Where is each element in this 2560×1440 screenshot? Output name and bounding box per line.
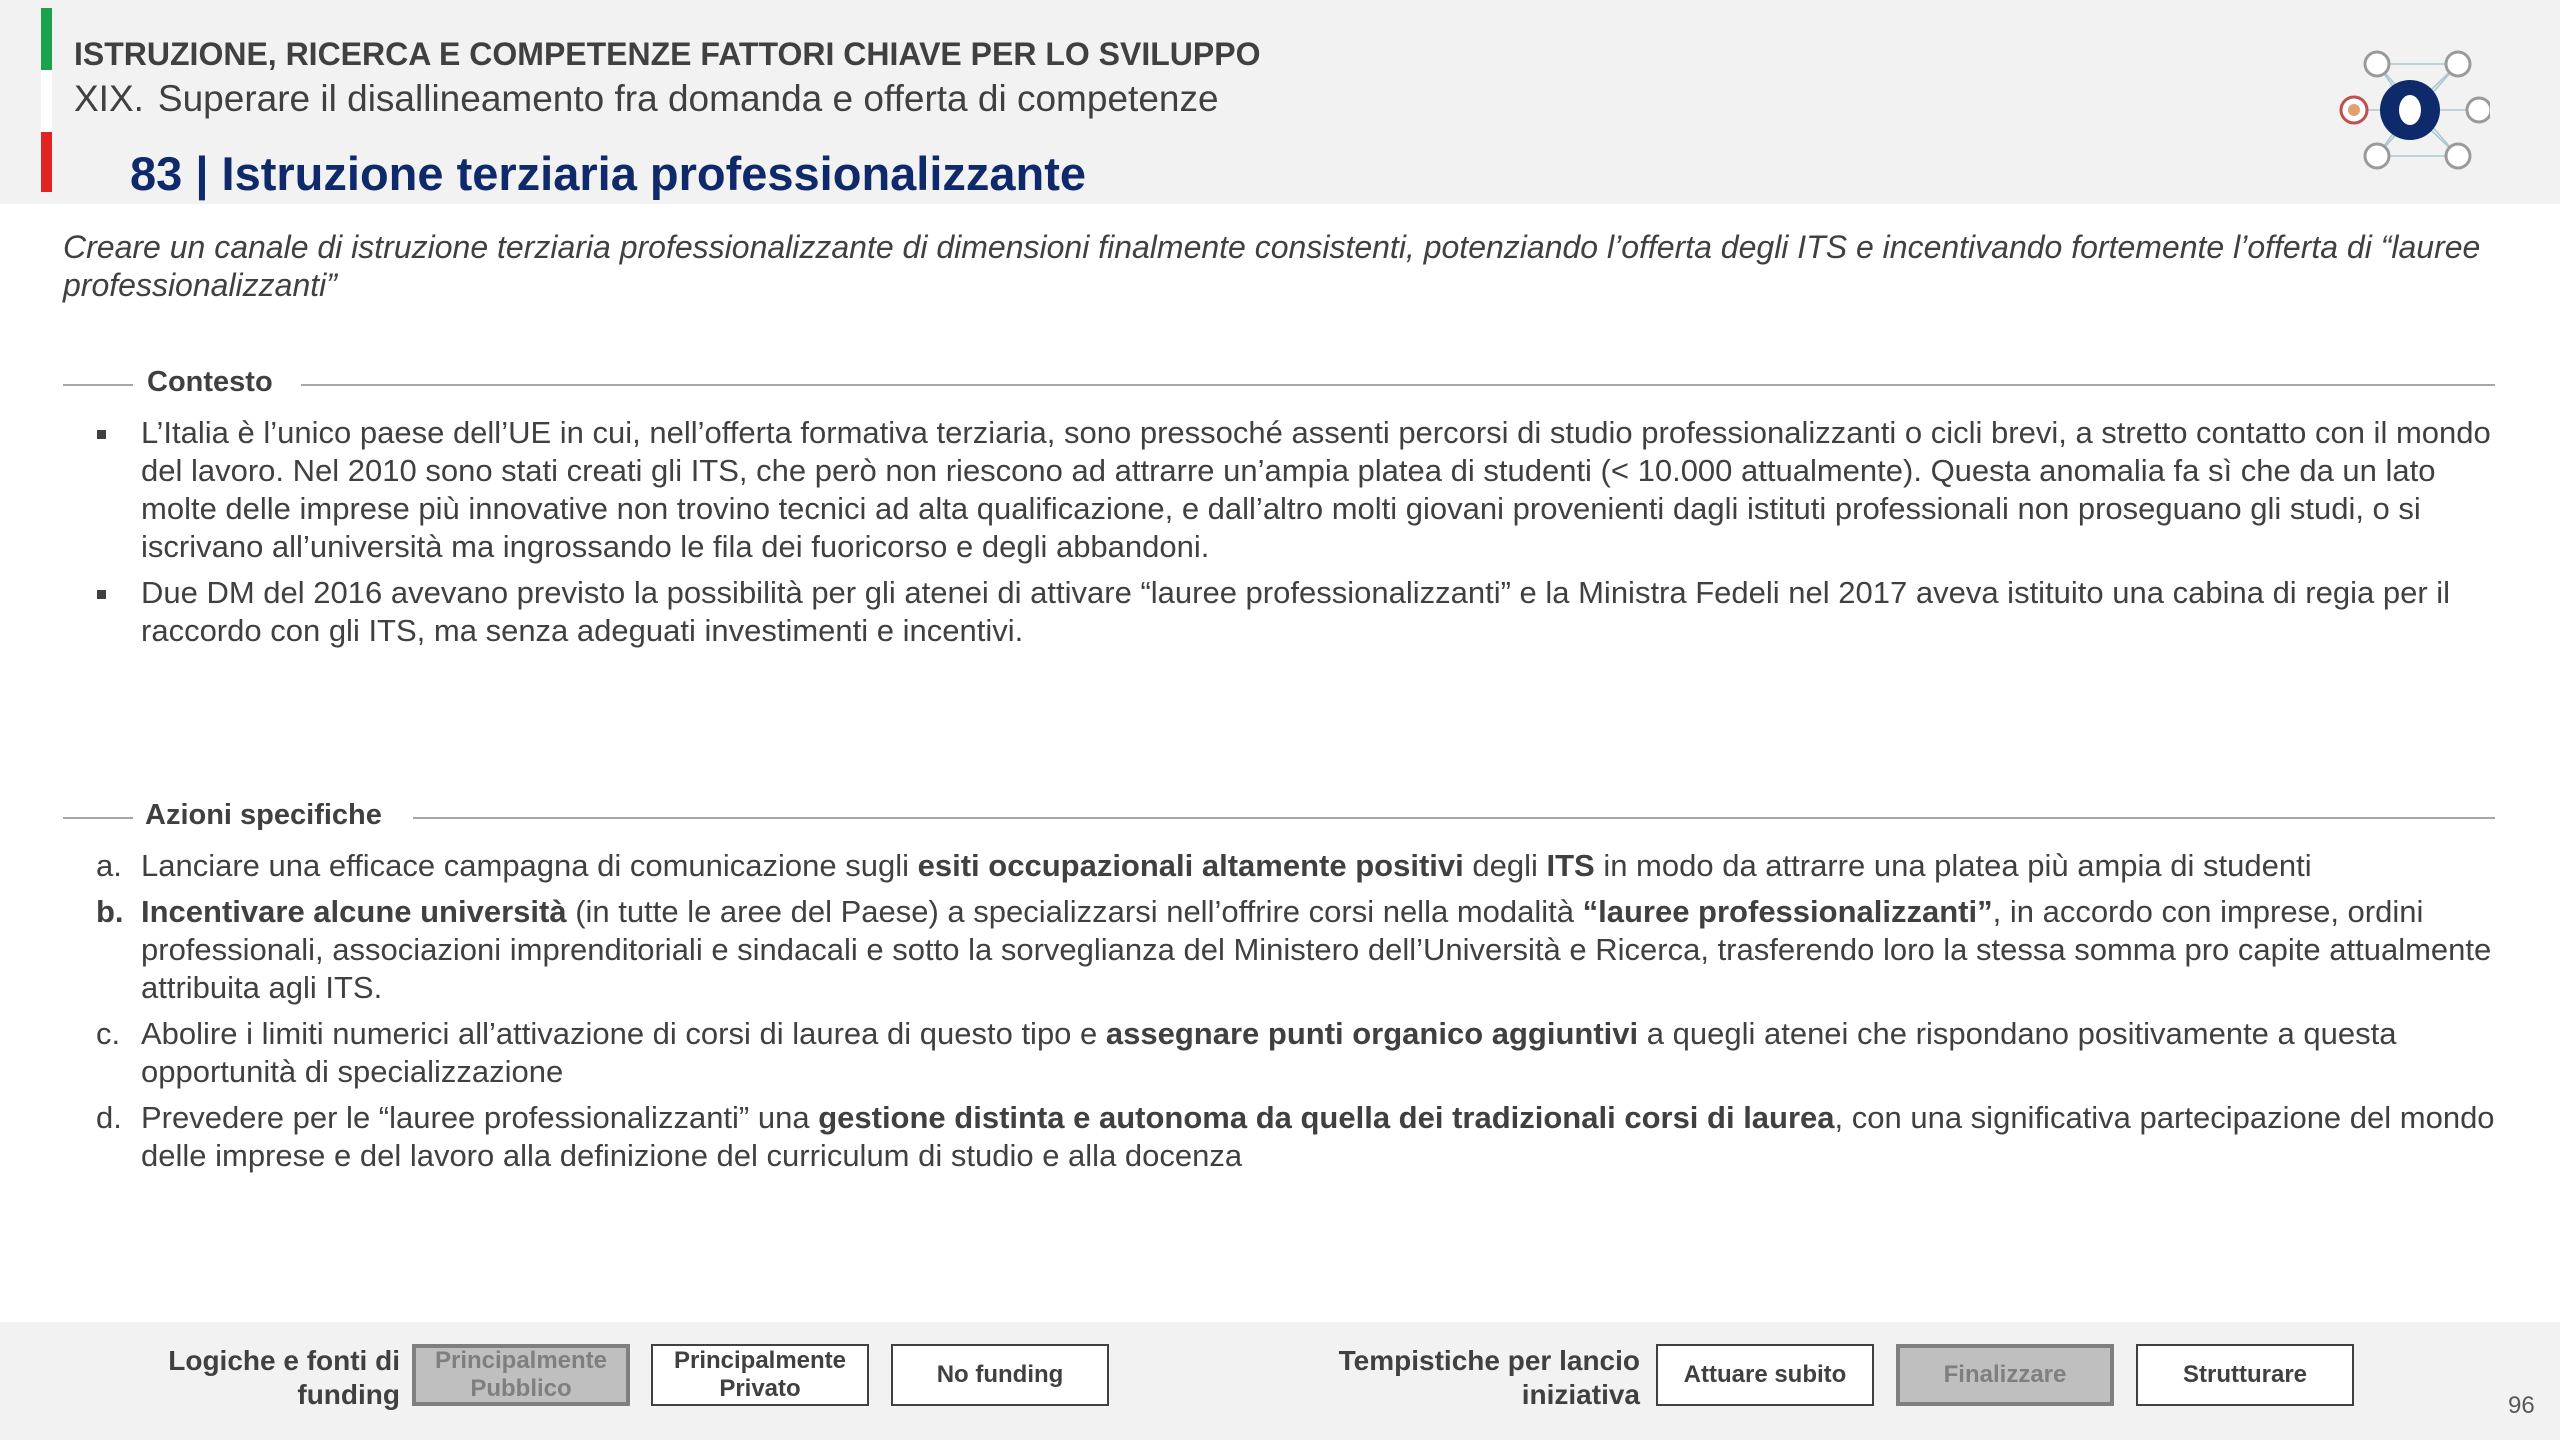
timing-option-strutturare[interactable] xyxy=(2136,1344,2354,1406)
contesto-section-header xyxy=(63,364,2495,404)
funding-option-principalmente-privato[interactable] xyxy=(651,1344,869,1406)
section-title xyxy=(74,78,1219,120)
item-letter: c. xyxy=(96,1016,121,1051)
divider-line xyxy=(301,384,2495,386)
flag-stripe-green xyxy=(41,8,52,70)
item-text: , con una significativa partecipazione del mondo delle imprese e del lavoro alla definizione del curriculum di studio e alla docenza xyxy=(141,1100,2495,1173)
contesto-label: Contesto xyxy=(147,366,273,398)
item-letter: b. xyxy=(96,894,124,929)
item-text: in modo da attrarre una platea più ampia di studenti xyxy=(1594,848,2312,883)
slide-subtitle: Creare un canale di istruzione terziaria professionalizzante di dimensioni finalmente consistenti, potenziando l’offerta degli ITS e incentivando fortemente l’offerta di “lauree professionalizzanti” xyxy=(63,229,2481,303)
option-label: Privato xyxy=(719,1375,801,1402)
item-emphasis: gestione distinta e autonoma da quella dei tradizionali corsi di laurea xyxy=(818,1100,1835,1135)
timing-option-attuare-subito[interactable] xyxy=(1656,1344,1874,1406)
item-emphasis: assegnare punti organico aggiuntivi xyxy=(1105,1016,1639,1051)
item-emphasis: “lauree professionalizzanti” xyxy=(1582,894,1993,929)
option-label: Principalmente xyxy=(673,1347,847,1374)
list-item xyxy=(90,847,2510,885)
timing-label-line: iniziativa xyxy=(1521,1379,1640,1410)
section-title-text: Superare il disallineamento fra domanda e offerta di competenze xyxy=(157,78,1219,119)
timing-label xyxy=(1280,1344,1640,1412)
item-text: Abolire i limiti numerici all’attivazione di corsi di laurea di questo tipo e xyxy=(141,1016,1106,1051)
item-text: Lanciare una efficace campagna di comunicazione sugli xyxy=(141,848,918,883)
azioni-section-header xyxy=(63,797,2495,837)
square-bullet-icon xyxy=(97,430,106,439)
list-item xyxy=(90,893,2510,1007)
bullet-text: Due DM del 2016 avevano previsto la possibilità per gli atenei di attivare “lauree professionalizzanti” e la Ministra Fedeli nel 2017 aveva istituito una cabina di regia per il raccordo con gli ITS, ma senza adeguati investimenti e incentivi. xyxy=(141,575,2451,648)
item-text: , in accordo con imprese, ordini professionali, associazioni imprenditoriali e sindacali e sotto la sorveglianza del Ministero dell’Università e Ricerca, trasferendo loro la stessa somma pro capite attualmente attribuita agli ITS. xyxy=(141,894,2492,1005)
azioni-label: Azioni specifiche xyxy=(145,799,382,831)
list-item xyxy=(90,1099,2510,1175)
timing-option-finalizzare[interactable] xyxy=(1896,1344,2114,1406)
divider-line xyxy=(63,384,133,386)
option-label: Pubblico xyxy=(470,1375,572,1402)
funding-option-principalmente-pubblico[interactable] xyxy=(412,1344,630,1406)
timing-label-line: Tempistiche per lancio xyxy=(1338,1345,1640,1376)
bullet-text: L’Italia è l’unico paese dell’UE in cui, nell’offerta formativa terziaria, sono pressoché assenti percorsi di studio professionalizzanti o cicli brevi, a stretto contatto con il mondo del lavoro. Nel 2010 sono stati creati gli ITS, che però non riescono ad attrarre un’ampia platea di studenti (< 10.000 attualmente). Questa anomalia fa sì che da un lato molte delle imprese più innovative non trovino tecnici ad alta qualificazione, e dall’altro molti giovani provenienti dagli istituti professionali non proseguano gli studi, o si iscrivano all’università ma ingrossando le fila dei fuoricorso e degli abbandoni. xyxy=(141,415,2491,564)
list-item xyxy=(90,414,2510,566)
flag-stripe-white xyxy=(41,70,52,132)
option-label: Strutturare xyxy=(2182,1361,2308,1388)
funding-label xyxy=(120,1344,400,1412)
divider-line xyxy=(63,817,133,819)
funding-label-line: Logiche e fonti di xyxy=(168,1345,400,1376)
item-letter: d. xyxy=(96,1100,122,1135)
item-emphasis: Incentivare alcune università xyxy=(141,894,567,929)
item-text: a quegli atenei che rispondano positivamente a questa opportunità di specializzazione xyxy=(141,1016,2397,1089)
square-bullet-icon xyxy=(97,590,106,599)
divider-line xyxy=(413,817,2495,819)
network-hub-icon xyxy=(2330,40,2490,180)
item-text: Prevedere per le “lauree professionalizzanti” una xyxy=(141,1100,819,1135)
option-label: No funding xyxy=(936,1361,1064,1388)
option-label: Attuare subito xyxy=(1683,1361,1847,1388)
list-item xyxy=(90,1015,2510,1091)
item-text: (in tutte le aree del Paese) a specializzarsi nell’offrire corsi nella modalità xyxy=(566,894,1583,929)
contesto-bullets xyxy=(90,414,2510,658)
item-emphasis: ITS xyxy=(1546,848,1595,883)
slide-title: 83 | Istruzione terziaria professionalizzante xyxy=(130,147,1087,200)
item-emphasis: esiti occupazionali altamente positivi xyxy=(917,848,1464,883)
section-roman-numeral: XIX. xyxy=(74,78,144,119)
chapter-kicker: ISTRUZIONE, RICERCA E COMPETENZE FATTORI CHIAVE PER LO SVILUPPO xyxy=(74,36,1261,72)
option-label: Principalmente xyxy=(434,1347,608,1374)
azioni-list xyxy=(90,847,2510,1183)
flag-stripe-red xyxy=(41,132,52,192)
option-label: Finalizzare xyxy=(1943,1361,2067,1388)
page-number: 96 xyxy=(2508,1392,2535,1419)
funding-option-no-funding[interactable] xyxy=(891,1344,1109,1406)
funding-label-line: funding xyxy=(297,1379,400,1410)
list-item xyxy=(90,574,2510,650)
item-text: degli xyxy=(1463,848,1547,883)
item-letter: a. xyxy=(96,848,122,883)
